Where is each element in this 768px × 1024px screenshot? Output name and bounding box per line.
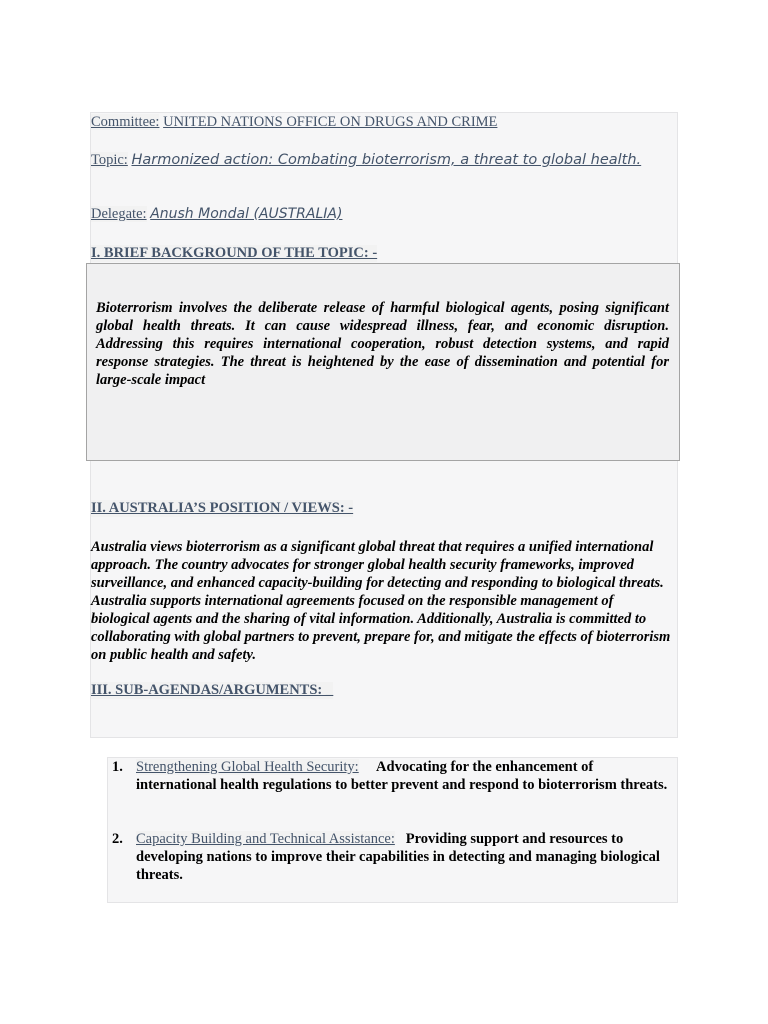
delegate-label: Delegate: <box>91 206 147 222</box>
committee-value: UNITED NATIONS OFFICE ON DRUGS AND CRIME <box>163 114 498 130</box>
list-item <box>112 830 668 884</box>
list-item <box>112 758 668 794</box>
background-heading: I. BRIEF BACKGROUND OF THE TOPIC: - <box>91 245 378 261</box>
background-text: Bioterrorism involves the deliberate release of harmful biological agents, posing significant global health threats. It can cause widespread illness, fear, and economic disruption. Addressing this requires international cooperation, robust detection systems, and rapid response strategies. The threat is heightened by the ease of dissemination and potential for large-scale impact <box>96 300 669 388</box>
list-item-text: Advocating for the enhancement of international health regulations to better prevent and respond to bioterrorism threats. <box>136 759 668 793</box>
committee-line <box>91 114 497 131</box>
delegate-line <box>91 206 342 223</box>
list-item-number: 2. <box>112 831 123 847</box>
topic-value: Harmonized action: Combating bioterrorism, a threat to global health. <box>131 152 642 168</box>
list-item-title: Capacity Building and Technical Assistance: <box>136 831 395 847</box>
committee-label: Committee: <box>91 114 160 130</box>
position-text: Australia views bioterrorism as a significant global threat that requires a unified international approach. The country advocates for stronger global health security frameworks, improved surveillance, and enhanced capacity-building for detecting and responding to biological threats. Australia supports international agreements focused on the responsible management of biological agents and the sharing of vital information. Additionally, Australia is committed to collaborating with global partners to prevent, prepare for, and mitigate the effects of bioterrorism on public health and safety. <box>91 539 671 663</box>
topic-line <box>91 151 681 169</box>
position-heading: II. AUSTRALIA’S POSITION / VIEWS: - <box>91 500 354 516</box>
list-item-text: Providing support and resources to developing nations to improve their capabilities in detecting and managing biological threats. <box>136 831 660 883</box>
topic-label: Topic: <box>91 152 128 168</box>
list-item-number: 1. <box>112 759 123 775</box>
list-item-body <box>136 758 668 794</box>
subagendas-heading: III. SUB-AGENDAS/ARGUMENTS: _ <box>91 682 334 698</box>
list-item-title: Strengthening Global Health Security: <box>136 759 359 775</box>
list-item-body <box>136 830 668 884</box>
delegate-value: Anush Mondal (AUSTRALIA) <box>150 206 343 222</box>
